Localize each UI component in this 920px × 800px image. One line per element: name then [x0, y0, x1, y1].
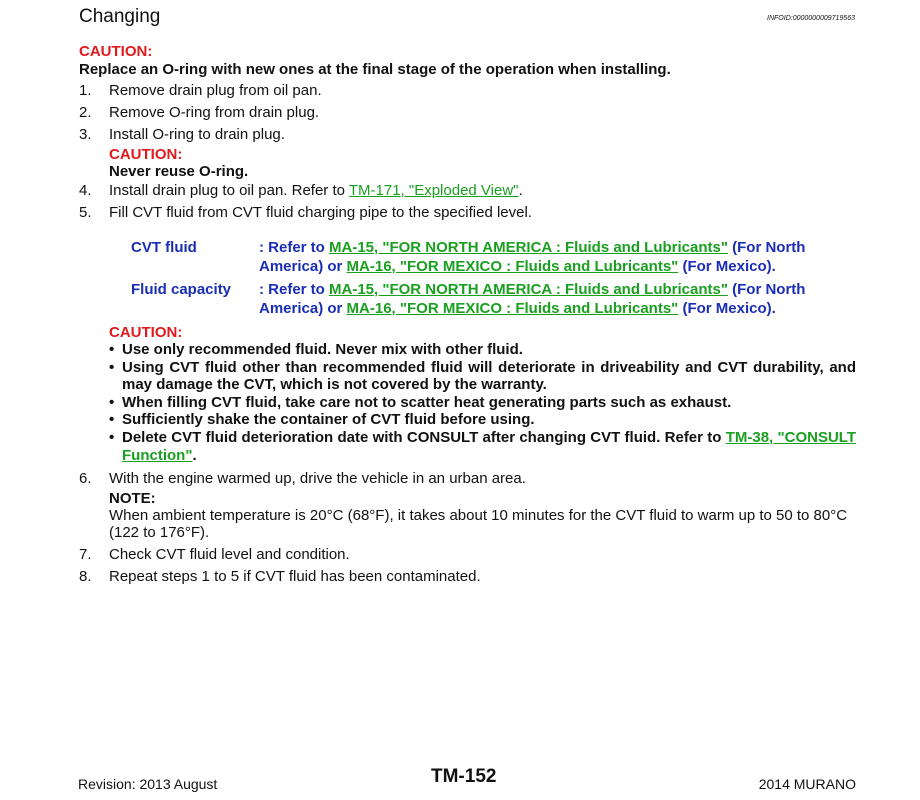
exploded-view-link[interactable]: TM-171, "Exploded View"	[348, 182, 519, 199]
step-text: Fill CVT fluid from CVT fluid charging pipe to the specified level.	[109, 204, 532, 221]
fill-caution	[109, 324, 856, 341]
step-2	[79, 102, 856, 124]
step-1	[79, 80, 856, 102]
step-number: 5.	[79, 204, 92, 221]
step-6	[79, 468, 856, 490]
step-3	[79, 124, 856, 146]
step-number: 1.	[79, 82, 92, 99]
list-item: • Sufficiently shake the container of CVT fluid before using.	[109, 411, 856, 429]
spec-label: CVT fluid	[131, 239, 197, 256]
step-text: Install O-ring to drain plug.	[109, 126, 285, 143]
spec-mid: (For North America) or	[259, 239, 806, 275]
vehicle-model: 2014 MURANO	[758, 776, 856, 792]
consult-function-link[interactable]: TM-38, "CONSULT Function"	[122, 428, 856, 464]
step-number: 4.	[79, 182, 92, 199]
revision-date: Revision: 2013 August	[78, 776, 218, 792]
caution-list	[109, 341, 856, 464]
step-number: 7.	[79, 546, 92, 564]
caution-text: Never reuse O-ring.	[109, 163, 249, 180]
step-number: 6.	[79, 470, 92, 488]
spec-suffix: (For Mexico).	[678, 258, 776, 275]
caution-label: CAUTION:	[109, 324, 183, 341]
list-item: • When filling CVT fluid, take care not to scatter heat generating parts such as exhaust.	[109, 394, 856, 412]
note-text: When ambient temperature is 20°C (68°F), it takes about 10 minutes for the CVT fluid to warm up to 50 to 80°C (122 to 176°F).	[109, 507, 848, 542]
document-body	[79, 43, 856, 588]
list-item: • Using CVT fluid other than recommended fluid will deteriorate in driveability and CVT durability, and may damage the CVT, which is not covered by the warranty.	[109, 359, 856, 394]
step-text	[109, 180, 856, 202]
step-7	[79, 544, 856, 566]
step-3-caution	[109, 146, 856, 180]
info-id: INFOID:0000000009719563	[767, 15, 855, 22]
step-8	[79, 566, 856, 588]
page-title: Changing	[79, 6, 161, 27]
spec-suffix: (For Mexico).	[678, 300, 776, 317]
list-item	[109, 429, 856, 464]
caution-text: Replace an O-ring with new ones at the final stage of the operation when installing.	[79, 61, 671, 78]
step-text-after: .	[518, 182, 523, 199]
spec-label: Fluid capacity	[131, 281, 232, 298]
spec-value	[259, 280, 856, 318]
step-text: Remove O-ring from drain plug.	[109, 104, 320, 121]
step-5	[79, 202, 856, 224]
list-item-text: Delete CVT fluid deterioration date with CONSULT after changing CVT fluid. Refer to	[122, 428, 726, 446]
step-text: Check CVT fluid level and condition.	[109, 546, 350, 564]
list-item: • Use only recommended fluid. Never mix with other fluid.	[109, 341, 856, 359]
step-text: With the engine warmed up, drive the vehicle in an urban area.	[109, 470, 526, 488]
note-label: NOTE:	[109, 490, 156, 508]
ma-16-link[interactable]: MA-16, "FOR MEXICO : Fluids and Lubricants"	[346, 300, 679, 317]
step-text: Repeat steps 1 to 5 if CVT fluid has been contaminated.	[109, 568, 481, 586]
step-number: 2.	[79, 104, 92, 121]
ma-15-link[interactable]: MA-15, "FOR NORTH AMERICA : Fluids and Lubricants"	[329, 239, 728, 256]
ma-16-link[interactable]: MA-16, "FOR MEXICO : Fluids and Lubricants"	[346, 258, 679, 275]
page-number: TM-152	[431, 766, 497, 787]
step-number: 3.	[79, 126, 92, 143]
step-text-before: Install drain plug to oil pan. Refer to	[109, 182, 349, 199]
spec-value	[259, 238, 856, 276]
ma-15-link[interactable]: MA-15, "FOR NORTH AMERICA : Fluids and Lubricants"	[329, 281, 728, 298]
list-item-text-after: .	[192, 446, 197, 464]
step-text: Remove drain plug from oil pan.	[109, 82, 322, 99]
step-6-note	[109, 490, 856, 541]
spec-prefix: : Refer to	[259, 239, 330, 256]
caution-label: CAUTION:	[79, 43, 153, 60]
step-4	[79, 180, 856, 202]
spec-fluid-capacity	[131, 280, 856, 318]
spec-prefix: : Refer to	[259, 281, 330, 298]
caution-label: CAUTION:	[109, 146, 183, 163]
step-number: 8.	[79, 568, 92, 586]
spec-mid: (For North America) or	[259, 281, 806, 317]
spec-cvt-fluid	[131, 238, 856, 276]
